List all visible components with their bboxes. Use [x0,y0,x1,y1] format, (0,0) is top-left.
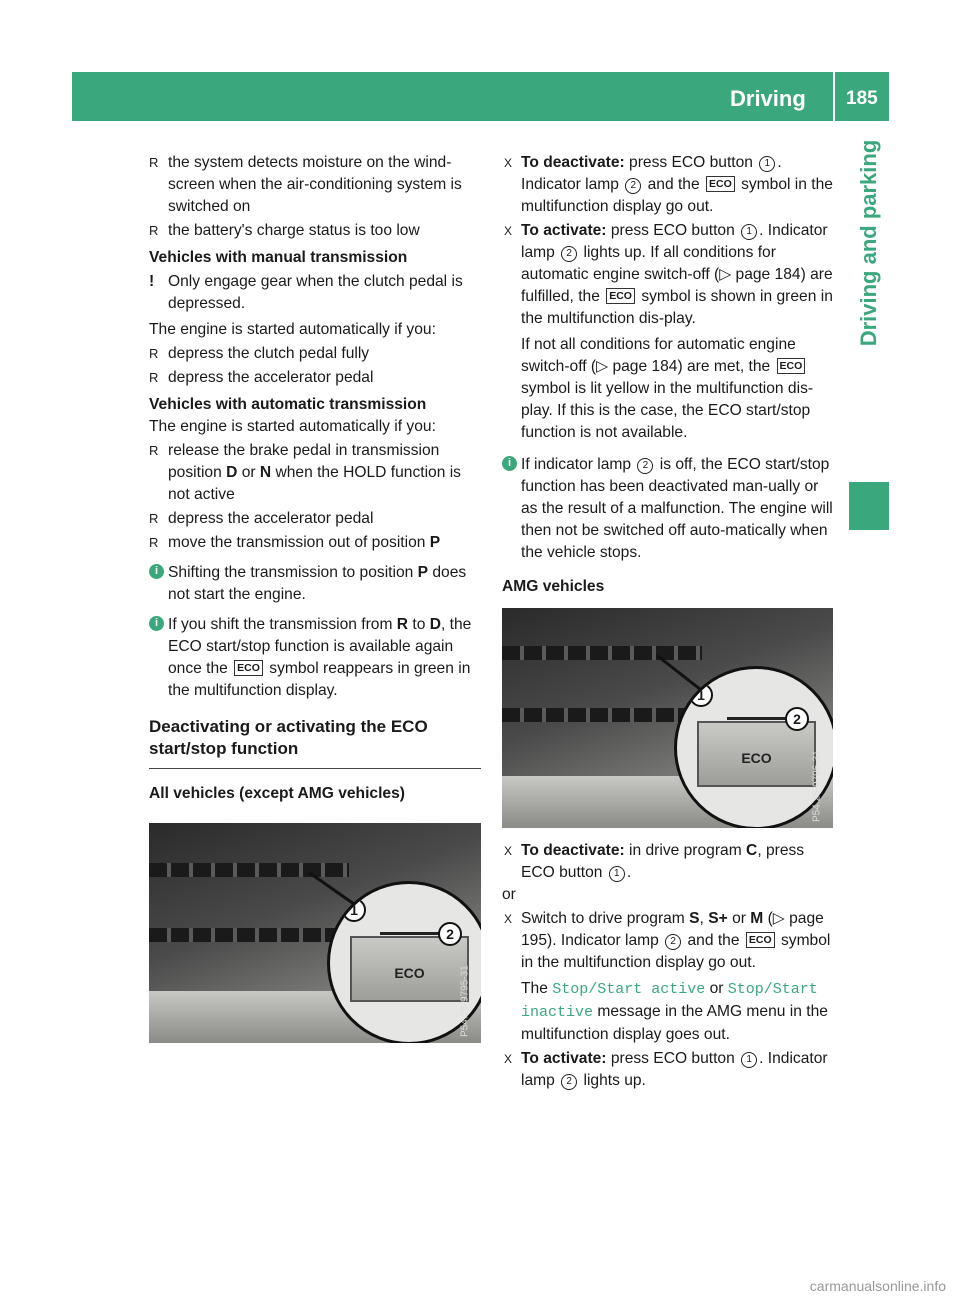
instruction: X To deactivate: press ECO button 1 . Indicator lamp 2 and the ECO symbol in the multifunction display go out. [504,154,833,215]
eco-button: ECO [697,721,816,787]
info-icon: i [149,616,164,631]
instruction-detail: If not all conditions for automatic engine switch-off (▷ page 184) are met, the ECO symbol is lit yellow in the multifunction dis-play. If this is the case, the ECO start/stop function is not available. [521,336,814,441]
callout-2-icon: 2 [637,458,653,474]
instruction: X To deactivate: in drive program C, press ECO button 1 . [504,842,805,881]
auto-heading: Vehicles with automatic transmission [149,396,427,413]
figure-reference: P54.25-9795-31 [460,965,471,1037]
callout-2-icon: 2 [561,1074,577,1090]
page-ref-arrow-icon: ▷ [719,266,732,283]
page-title: Driving [730,86,806,111]
side-tab-label: Driving and parking [856,139,881,347]
eco-symbol-icon: ECO [706,176,735,192]
list-item: R release the brake pedal in transmission position D or N when the HOLD function is not active [149,442,461,503]
sub-heading: All vehicles (except AMG vehicles) [149,785,405,802]
header-divider [833,72,835,121]
callout-2-icon: 2 [625,178,641,194]
indicator-lamp [380,932,440,935]
eco-symbol-icon: ECO [746,932,775,948]
right-column [502,150,835,1092]
info-icon: i [149,564,164,579]
list-item: R depress the accelerator pedal [149,510,374,527]
callout-1-icon: 1 [759,156,775,172]
warning-note: ! Only engage gear when the clutch pedal is depressed. [149,273,463,312]
eco-button-figure [149,823,481,1043]
page-ref-arrow-icon: ▷ [596,358,609,375]
page-number: 185 [846,88,878,109]
eco-symbol-icon: ECO [606,288,635,304]
callout-2: 2 [785,707,809,731]
page-ref-arrow-icon: ▷ [772,910,785,927]
message-note: The Stop/Start active or Stop/Start inactive message in the AMG menu in the multifunction display goes out. [521,980,828,1043]
manual-heading: Vehicles with manual transmission [149,249,408,266]
figure-reference: P54.25-9796-31 [812,750,823,822]
list-item: R depress the clutch pedal fully [149,345,370,362]
list-item: R move the transmission out of position P [149,534,441,551]
callout-1: 1 [342,898,366,922]
warning-icon: ! [149,273,155,290]
info-note: i Shifting the transmission to position P does not start the engine. [149,562,481,606]
eco-symbol-icon: ECO [777,358,806,374]
instruction: X To activate: press ECO button 1 . Indicator lamp 2 lights up. [504,1050,828,1089]
callout-1-icon: 1 [741,224,757,240]
amg-heading: AMG vehicles [502,578,605,595]
callout-2: 2 [438,922,462,946]
side-block [849,482,889,530]
callout-1-icon: 1 [741,1052,757,1068]
left-column [149,150,481,1043]
instruction: X Switch to drive program S, S+ or M (▷ page 195). Indicator lamp 2 and the ECO symbol in the multifunction display go out. [504,910,831,971]
list-item: R the battery's charge status is too low [149,222,420,239]
section-title: Deactivating or activating the ECO start/stop function [149,717,428,758]
section-divider [149,768,481,769]
footer-watermark: carmanualsonline.info [809,1278,946,1294]
manual-intro: The engine is started automatically if you: [149,321,436,338]
or-text: or [502,886,516,903]
info-icon: i [502,456,517,471]
eco-symbol-icon: ECO [234,660,263,676]
callout-2-icon: 2 [561,246,577,262]
eco-button: ECO [350,936,469,1002]
info-note: i If indicator lamp 2 is off, the ECO start/stop function has been deactivated man-ually or as the result of a malfunction. The engine will then not be switched off auto-matically when the vehicle stops. [502,454,835,564]
list-item: R the system detects moisture on the wind-screen when the air-conditioning system is switched on [149,154,462,215]
auto-intro: The engine is started automatically if you: [149,418,436,435]
callout-1: 1 [689,683,713,707]
callout-2-icon: 2 [665,934,681,950]
amg-eco-button-figure [502,608,833,828]
side-tab [849,121,889,366]
instruction: X To activate: press ECO button 1 . Indicator lamp 2 lights up. If all conditions for automatic engine switch-off (▷ page 184) are fulfilled, the ECO symbol is shown in green in the multifunction dis-play. [504,222,833,327]
info-note: i If you shift the transmission from R to D, the ECO start/stop function is available again once the ECO symbol reappears in green in the multifunction display. [149,614,481,702]
callout-1-icon: 1 [609,866,625,882]
list-item: R depress the accelerator pedal [149,369,374,386]
indicator-lamp [727,717,787,720]
